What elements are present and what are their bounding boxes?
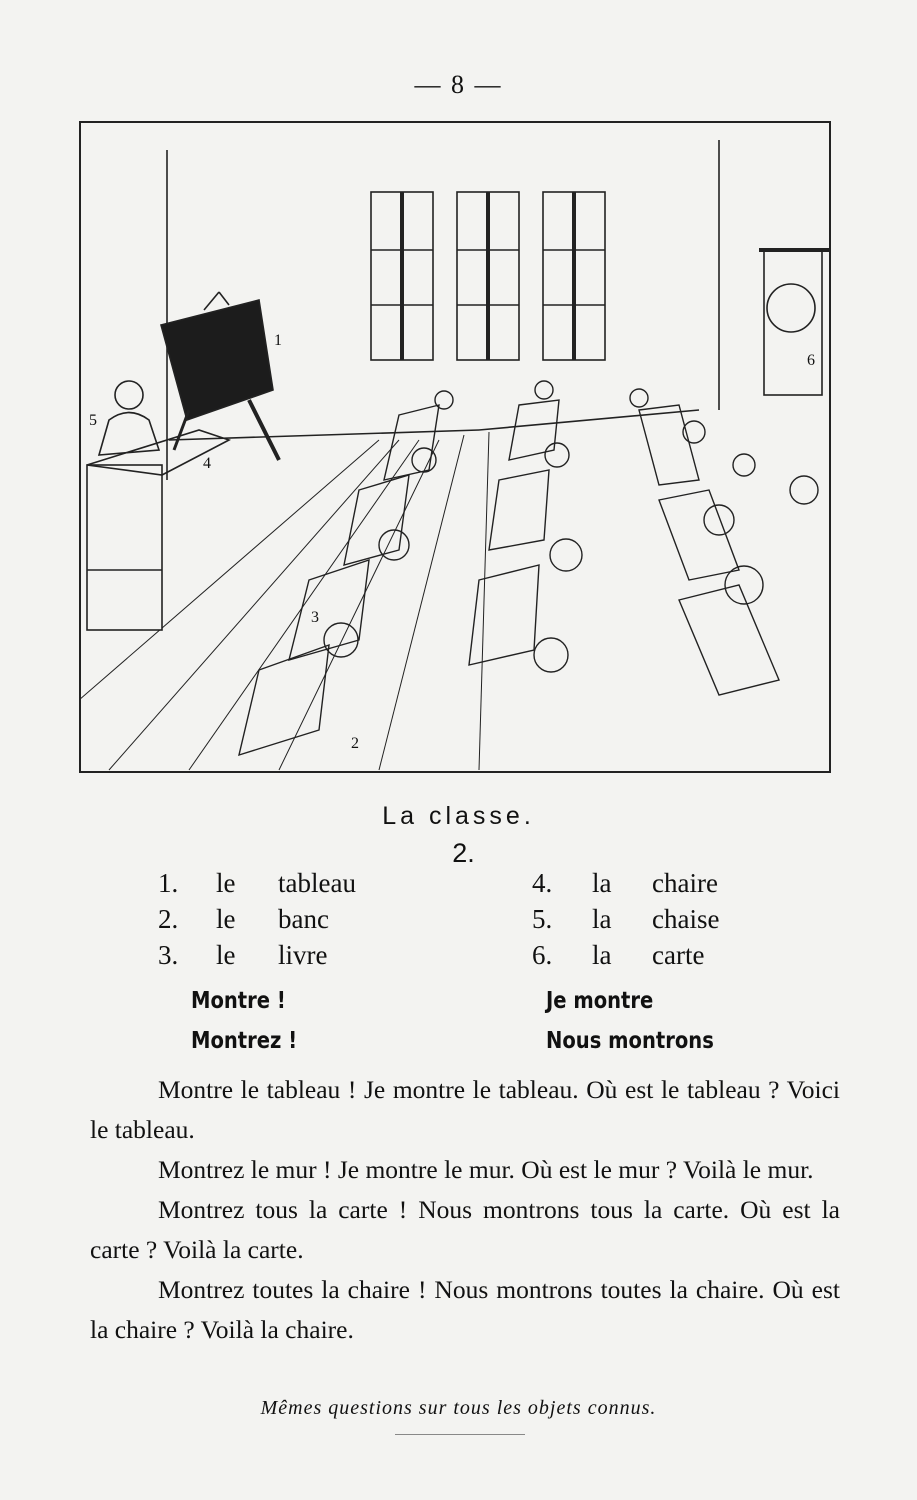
label-3: 3: [311, 609, 319, 626]
page-number: — 8 —: [414, 70, 503, 99]
label-2: 2: [351, 735, 359, 752]
vocab-item: 4. la chaire: [532, 868, 718, 898]
footnote: Mêmes questions sur tous les objets connus.: [260, 1397, 657, 1419]
command-montre: Montre !: [191, 988, 286, 1014]
lesson-text: [90, 1070, 840, 1350]
command-montrez: Montrez !: [191, 1028, 298, 1054]
classroom-illustration: [79, 120, 831, 775]
command-je-montre: Je montre: [546, 988, 654, 1014]
teacher-desk: [87, 381, 229, 630]
label-6: 6: [807, 352, 815, 369]
label-4: 4: [203, 455, 211, 472]
label-1: 1: [274, 332, 282, 349]
divider: [395, 1434, 525, 1435]
vocabulary-right: [532, 868, 719, 976]
caption-title: La classe.: [382, 802, 535, 830]
paragraph: Montrez le mur ! Je montre le mur. Où est le mur ? Voilà le mur.: [158, 1155, 814, 1184]
vocab-item: 3. le livre: [158, 940, 328, 970]
paragraph: Montre le tableau ! Je montre le tableau. Où est le tableau ? Voici le tableau.: [90, 1075, 840, 1144]
paragraph: Montrez toutes la chaire ! Nous montrons toutes la chaire. Où est la chaire ? Voilà la chaire.: [90, 1275, 840, 1344]
lesson-number: 2.: [452, 838, 475, 868]
command-nous-montrons: Nous montrons: [546, 1028, 714, 1054]
vocab-item: 5. la chaise: [532, 904, 720, 934]
label-5: 5: [89, 412, 97, 429]
wall-map: [759, 250, 829, 395]
vocab-item: 1. le tableau: [158, 868, 356, 898]
blackboard: [161, 292, 279, 460]
windows: [371, 192, 605, 360]
student-desks: [239, 381, 818, 755]
vocab-item: 6. la carte: [532, 940, 705, 970]
vocabulary-left: [158, 868, 356, 976]
vocab-item: 2. le banc: [158, 904, 329, 934]
paragraph: Montrez tous la carte ! Nous montrons tous la carte. Où est la carte ? Voilà la carte.: [90, 1195, 840, 1264]
